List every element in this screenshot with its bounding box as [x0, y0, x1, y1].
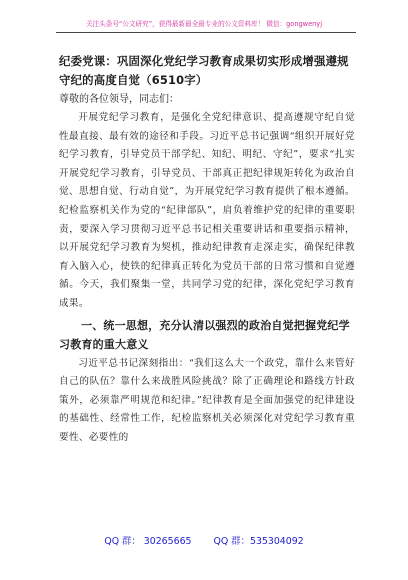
salutation: 尊敬的各位领导，同志们： [59, 94, 179, 105]
section-1-paragraph: 习近平总书记深刻指出：“我们这么大一个政党，靠什么来管好自己的队伍？靠什么来战胜风险挑战？除了正确理论和路线方针政策外，必须靠严明规范和纪律。”纪律教育是全面加强党的纪律建设的基础性、经常性工作，纪检监察机关必须深化对党纪学习教育重要性、必要性的 [59, 357, 355, 443]
document-body [59, 52, 355, 448]
section-heading-1: 一、统一思想，充分认清以强烈的政治自觉把握党纪学习教育的重大意义 [59, 318, 350, 352]
document-title: 纪委党课：巩固深化党纪学习教育成果切实形成增强遵规守纪的高度自觉（6510字） [59, 54, 349, 87]
header-banner: 关注头条号“公文研究”，获得最新最全最专业的公文资料库！ 微信：gongwenyj [85, 20, 323, 28]
intro-paragraph: 开展党纪学习教育，是强化全党纪律意识、提高遵规守纪自觉性最直接、最有效的途径和手段。习近平总书记强调“组织开展好党纪学习教育，引导党员干部学纪、知纪、明纪、守纪”，要求“扎实开展党纪学习教育，引导党员、干部真正把纪律规矩转化为政治自觉、思想自觉、行动自觉”，为开展党纪学习教育提供了根本遵循。纪检监察机关作为党的“纪律部队”，肩负着维护党的纪律的重要职责，要深入学习贯彻习近平总书记相关重要讲话和重要指示精神，以开展党纪学习教育为契机，推动纪律教育走深走实，确保纪律教育入脑入心，使铁的纪律真正转化为党员干部的日常习惯和自觉遵循。今天，我们聚集一堂，共同学习党的纪律，深化党纪学习教育成果。 [59, 112, 355, 309]
footer-qq-group-2: QQ 群：535304092 [213, 536, 304, 547]
header-divider [56, 32, 356, 33]
footer-qq-groups [0, 533, 408, 547]
footer-qq-group-1: QQ 群： 30265665 [104, 536, 192, 547]
